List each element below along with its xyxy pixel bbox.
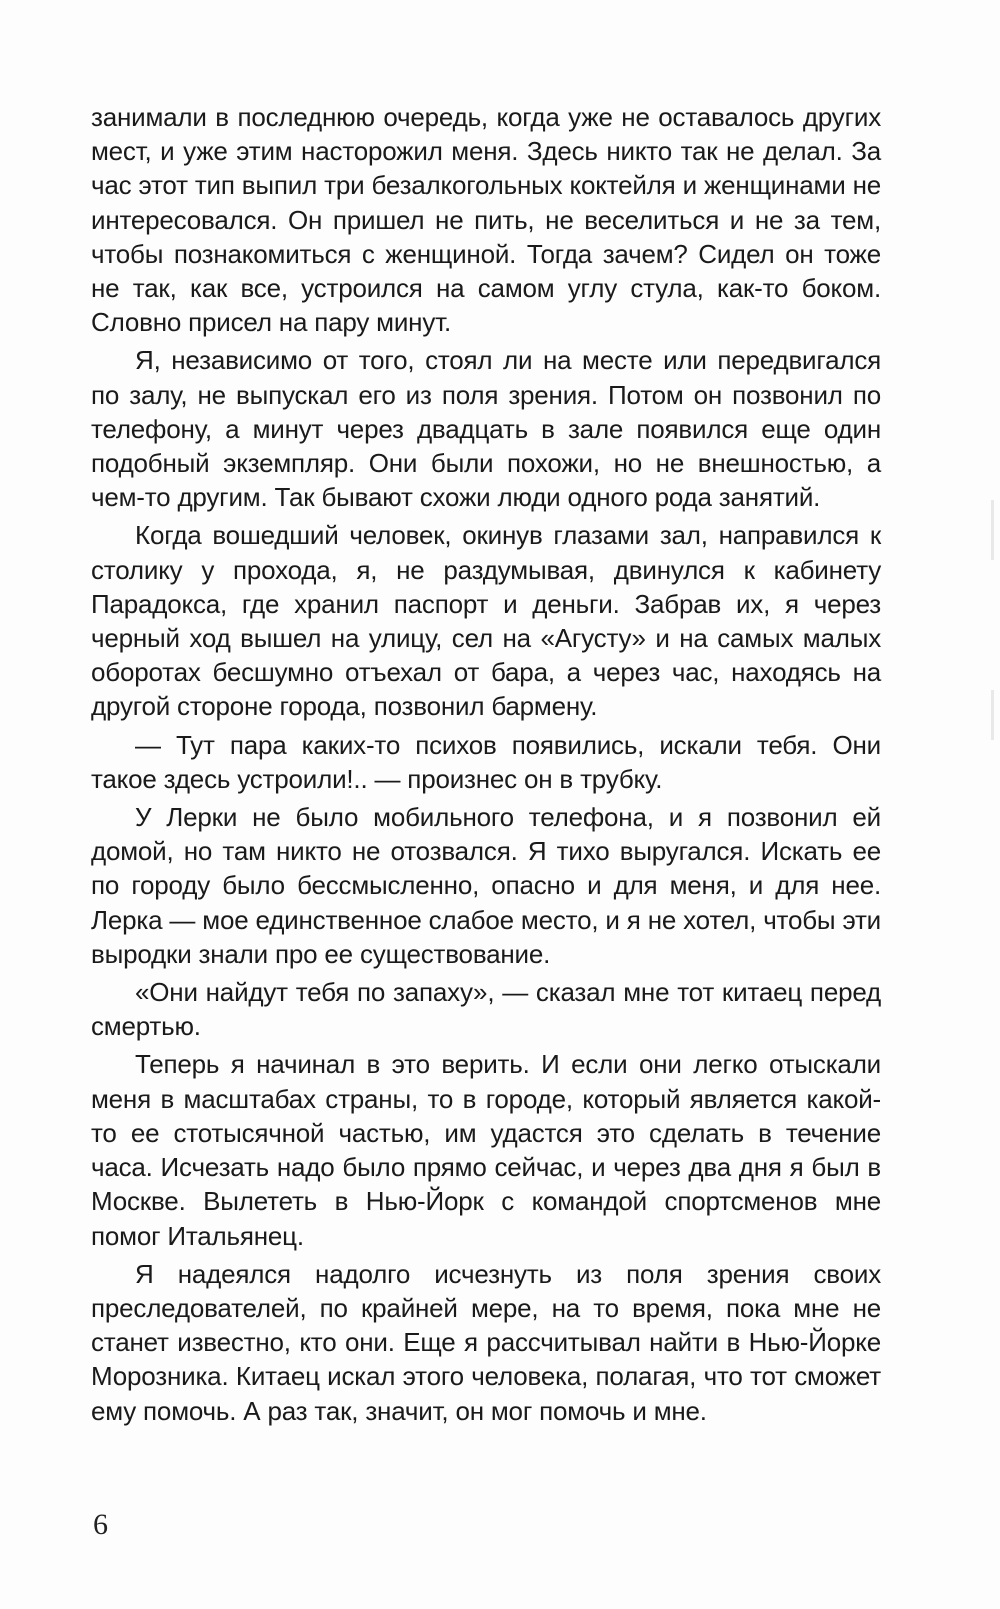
paragraph-8: Я надеялся надолго исчезнуть из поля зрения своих преследователей, по крайней мере, на то время, пока мне не станет известно, кто они. Еще я рассчитывал найти в Нью-Йорке Морозника. Китаец искал этого человека, полагая, что тот сможет ему помочь. А раз так, значит, он мог помочь и мне. <box>91 1258 881 1426</box>
scan-edge-mark <box>991 690 994 740</box>
paragraph-7: Теперь я начинал в это верить. И если они легко отыскали меня в масштабах страны, то в городе, который является какой-то ее стотысячной частью, им удастся это сделать в течение часа. Исчезать надо было прямо сейчас, и через два дня я был в Москве. Вылететь в Нью-Йорк с командой спортсменов мне помог Итальянец. <box>91 1049 881 1251</box>
paragraph-6: «Они найдут тебя по запаху», — сказал мне тот китаец перед смертью. <box>91 977 881 1042</box>
paragraph-4: — Тут пара каких-то психов появились, искали тебя. Они такое здесь устроили!.. — произнес он в трубку. <box>91 729 881 794</box>
paragraph-3: Когда вошедший человек, окинув глазами зал, направился к столику у прохода, я, не раздумывая, двинулся к кабинету Парадокса, где хранил паспорт и деньги. Забрав их, я через черный ход вышел на улицу, сел на «Агусту» и на самых малых оборотах бесшумно отъехал от бара, а через час, находясь на другой стороне города, позвонил бармену. <box>91 520 881 722</box>
paragraph-2: Я, независимо от того, стоял ли на месте или передвигался по залу, не выпускал его из поля зрения. Потом он позвонил по телефону, а минут через двадцать в зале появился еще один подобный экземпляр. Они были похожи, но не внешностью, а чем-то другим. Так бывают схожи люди одного рода занятий. <box>91 345 881 513</box>
page-number: 6 <box>93 1508 108 1541</box>
body-text <box>91 100 881 1432</box>
paragraph-1: занимали в последнюю очередь, когда уже не оставалось других мест, и уже этим насторожил меня. Здесь никто так не делал. За час этот тип выпил три безалкогольных коктейля и женщинами не интересовался. Он пришел не пить, не веселиться и не за тем, чтобы познакомиться с женщиной. Тогда зачем? Сидел он тоже не так, как все, устроился на самом углу стула, как-то боком. Словно присел на пару минут. <box>91 102 881 338</box>
scan-edge-mark <box>991 500 994 560</box>
paragraph-5: У Лерки не было мобильного телефона, и я позвонил ей домой, но там никто не отозвался. Я тихо выругался. Искать ее по городу было бессмысленно, опасно и для меня, и для нее. Лерка — мое единственное слабое место, и я не хотел, чтобы эти выродки знали про ее существование. <box>91 802 881 969</box>
